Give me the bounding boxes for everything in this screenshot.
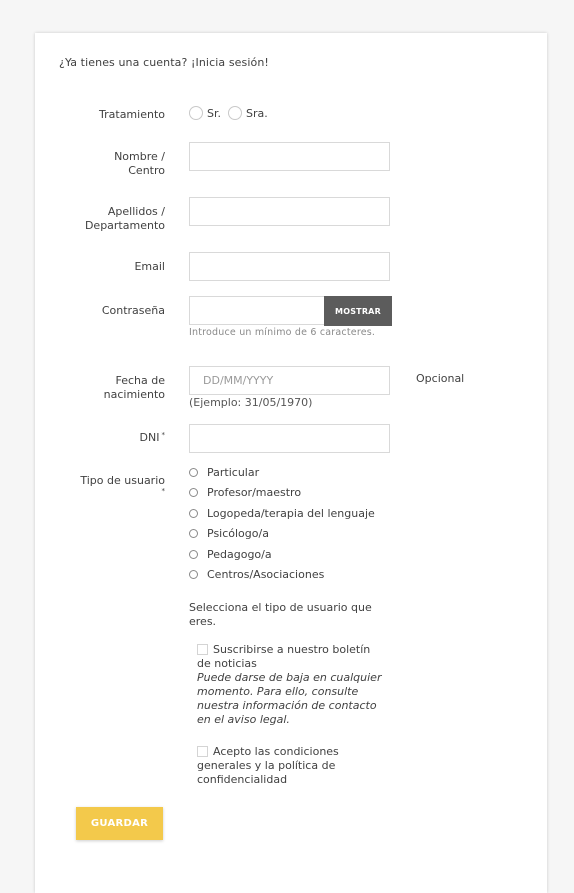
radio-circle-icon[interactable] [189, 570, 198, 579]
login-link[interactable]: ¿Ya tienes una cuenta? ¡Inicia sesión! [59, 56, 269, 69]
radio-circle-icon[interactable] [189, 509, 198, 518]
password-label: Contraseña [101, 304, 165, 317]
title-label: Tratamiento [99, 108, 165, 121]
radio-circle-icon[interactable] [189, 106, 203, 120]
password-hint: Introduce un mínimo de 6 caracteres. [189, 327, 376, 338]
terms-checkbox[interactable] [197, 746, 208, 757]
user-type-option-pedagogo[interactable] [189, 548, 272, 561]
radio-circle-icon[interactable] [228, 106, 242, 120]
birthdate-optional: Opcional [416, 372, 465, 385]
save-button[interactable]: GUARDAR [76, 807, 163, 840]
user-type-option-label: Particular [207, 466, 260, 479]
newsletter-block [197, 643, 392, 727]
birthdate-label-line1: Fecha de [115, 374, 165, 387]
email-field[interactable] [189, 252, 390, 281]
user-type-hint [189, 601, 372, 629]
name-label [114, 150, 165, 178]
user-type-hint-line2: eres. [189, 615, 217, 628]
dni-label-text: DNI [139, 431, 160, 444]
newsletter-label-line2: de noticias [197, 657, 257, 670]
newsletter-label: Suscribirse a nuestro boletín [213, 643, 371, 656]
show-password-button[interactable]: MOSTRAR [324, 296, 392, 326]
radio-sr[interactable] [189, 106, 221, 120]
user-type-option-centros[interactable] [189, 568, 324, 581]
radio-circle-icon[interactable] [189, 468, 198, 477]
newsletter-line1[interactable] [197, 643, 392, 657]
surname-label [85, 205, 165, 233]
dni-label [140, 431, 165, 445]
newsletter-checkbox[interactable] [197, 644, 208, 655]
dni-field[interactable] [189, 424, 390, 453]
user-type-option-label: Psicólogo/a [207, 527, 269, 540]
radio-circle-icon[interactable] [189, 488, 198, 497]
user-type-hint-line1: Selecciona el tipo de usuario que [189, 601, 372, 614]
user-type-label-text: Tipo de usuario [80, 474, 165, 487]
name-label-line2: Centro [128, 164, 165, 177]
user-type-option-psicologo[interactable] [189, 527, 269, 540]
birthdate-field[interactable] [189, 366, 390, 395]
radio-sr-label: Sr. [207, 106, 221, 120]
user-type-label [80, 474, 165, 502]
required-mark: * [161, 431, 165, 439]
user-type-option-label: Logopeda/terapia del lenguaje [207, 507, 375, 520]
name-field[interactable] [189, 142, 390, 171]
required-mark: * [161, 487, 165, 495]
radio-sra[interactable] [228, 106, 268, 120]
terms-label: Acepto las condiciones [213, 745, 339, 758]
password-field[interactable] [189, 296, 325, 325]
surname-label-line2: Departamento [84, 219, 165, 232]
user-type-option-profesor[interactable] [189, 486, 301, 499]
radio-circle-icon[interactable] [189, 529, 198, 538]
radio-circle-icon[interactable] [189, 550, 198, 559]
user-type-option-label: Pedagogo/a [207, 548, 272, 561]
newsletter-note: Puede darse de baja en cualquier momento. Para ello, consulte nuestra información de contacto en el aviso legal. [197, 671, 382, 726]
registration-card [35, 33, 547, 893]
email-label: Email [134, 260, 165, 273]
user-type-option-logopeda[interactable] [189, 507, 375, 520]
radio-sra-label: Sra. [246, 106, 268, 120]
birthdate-label-line2: nacimiento [103, 388, 165, 401]
terms-label-line2: generales y la política de [197, 759, 336, 772]
terms-block [197, 745, 392, 787]
surname-label-line1: Apellidos / [107, 205, 165, 218]
terms-line1[interactable] [197, 745, 392, 759]
user-type-option-label: Profesor/maestro [207, 486, 302, 499]
surname-field[interactable] [189, 197, 390, 226]
name-label-line1: Nombre / [114, 150, 165, 163]
terms-label-line3: confidencialidad [197, 773, 288, 786]
user-type-option-label: Centros/Asociaciones [207, 568, 325, 581]
birthdate-label [104, 374, 165, 402]
user-type-option-particular[interactable] [189, 466, 259, 479]
birthdate-example: (Ejemplo: 31/05/1970) [189, 396, 313, 409]
